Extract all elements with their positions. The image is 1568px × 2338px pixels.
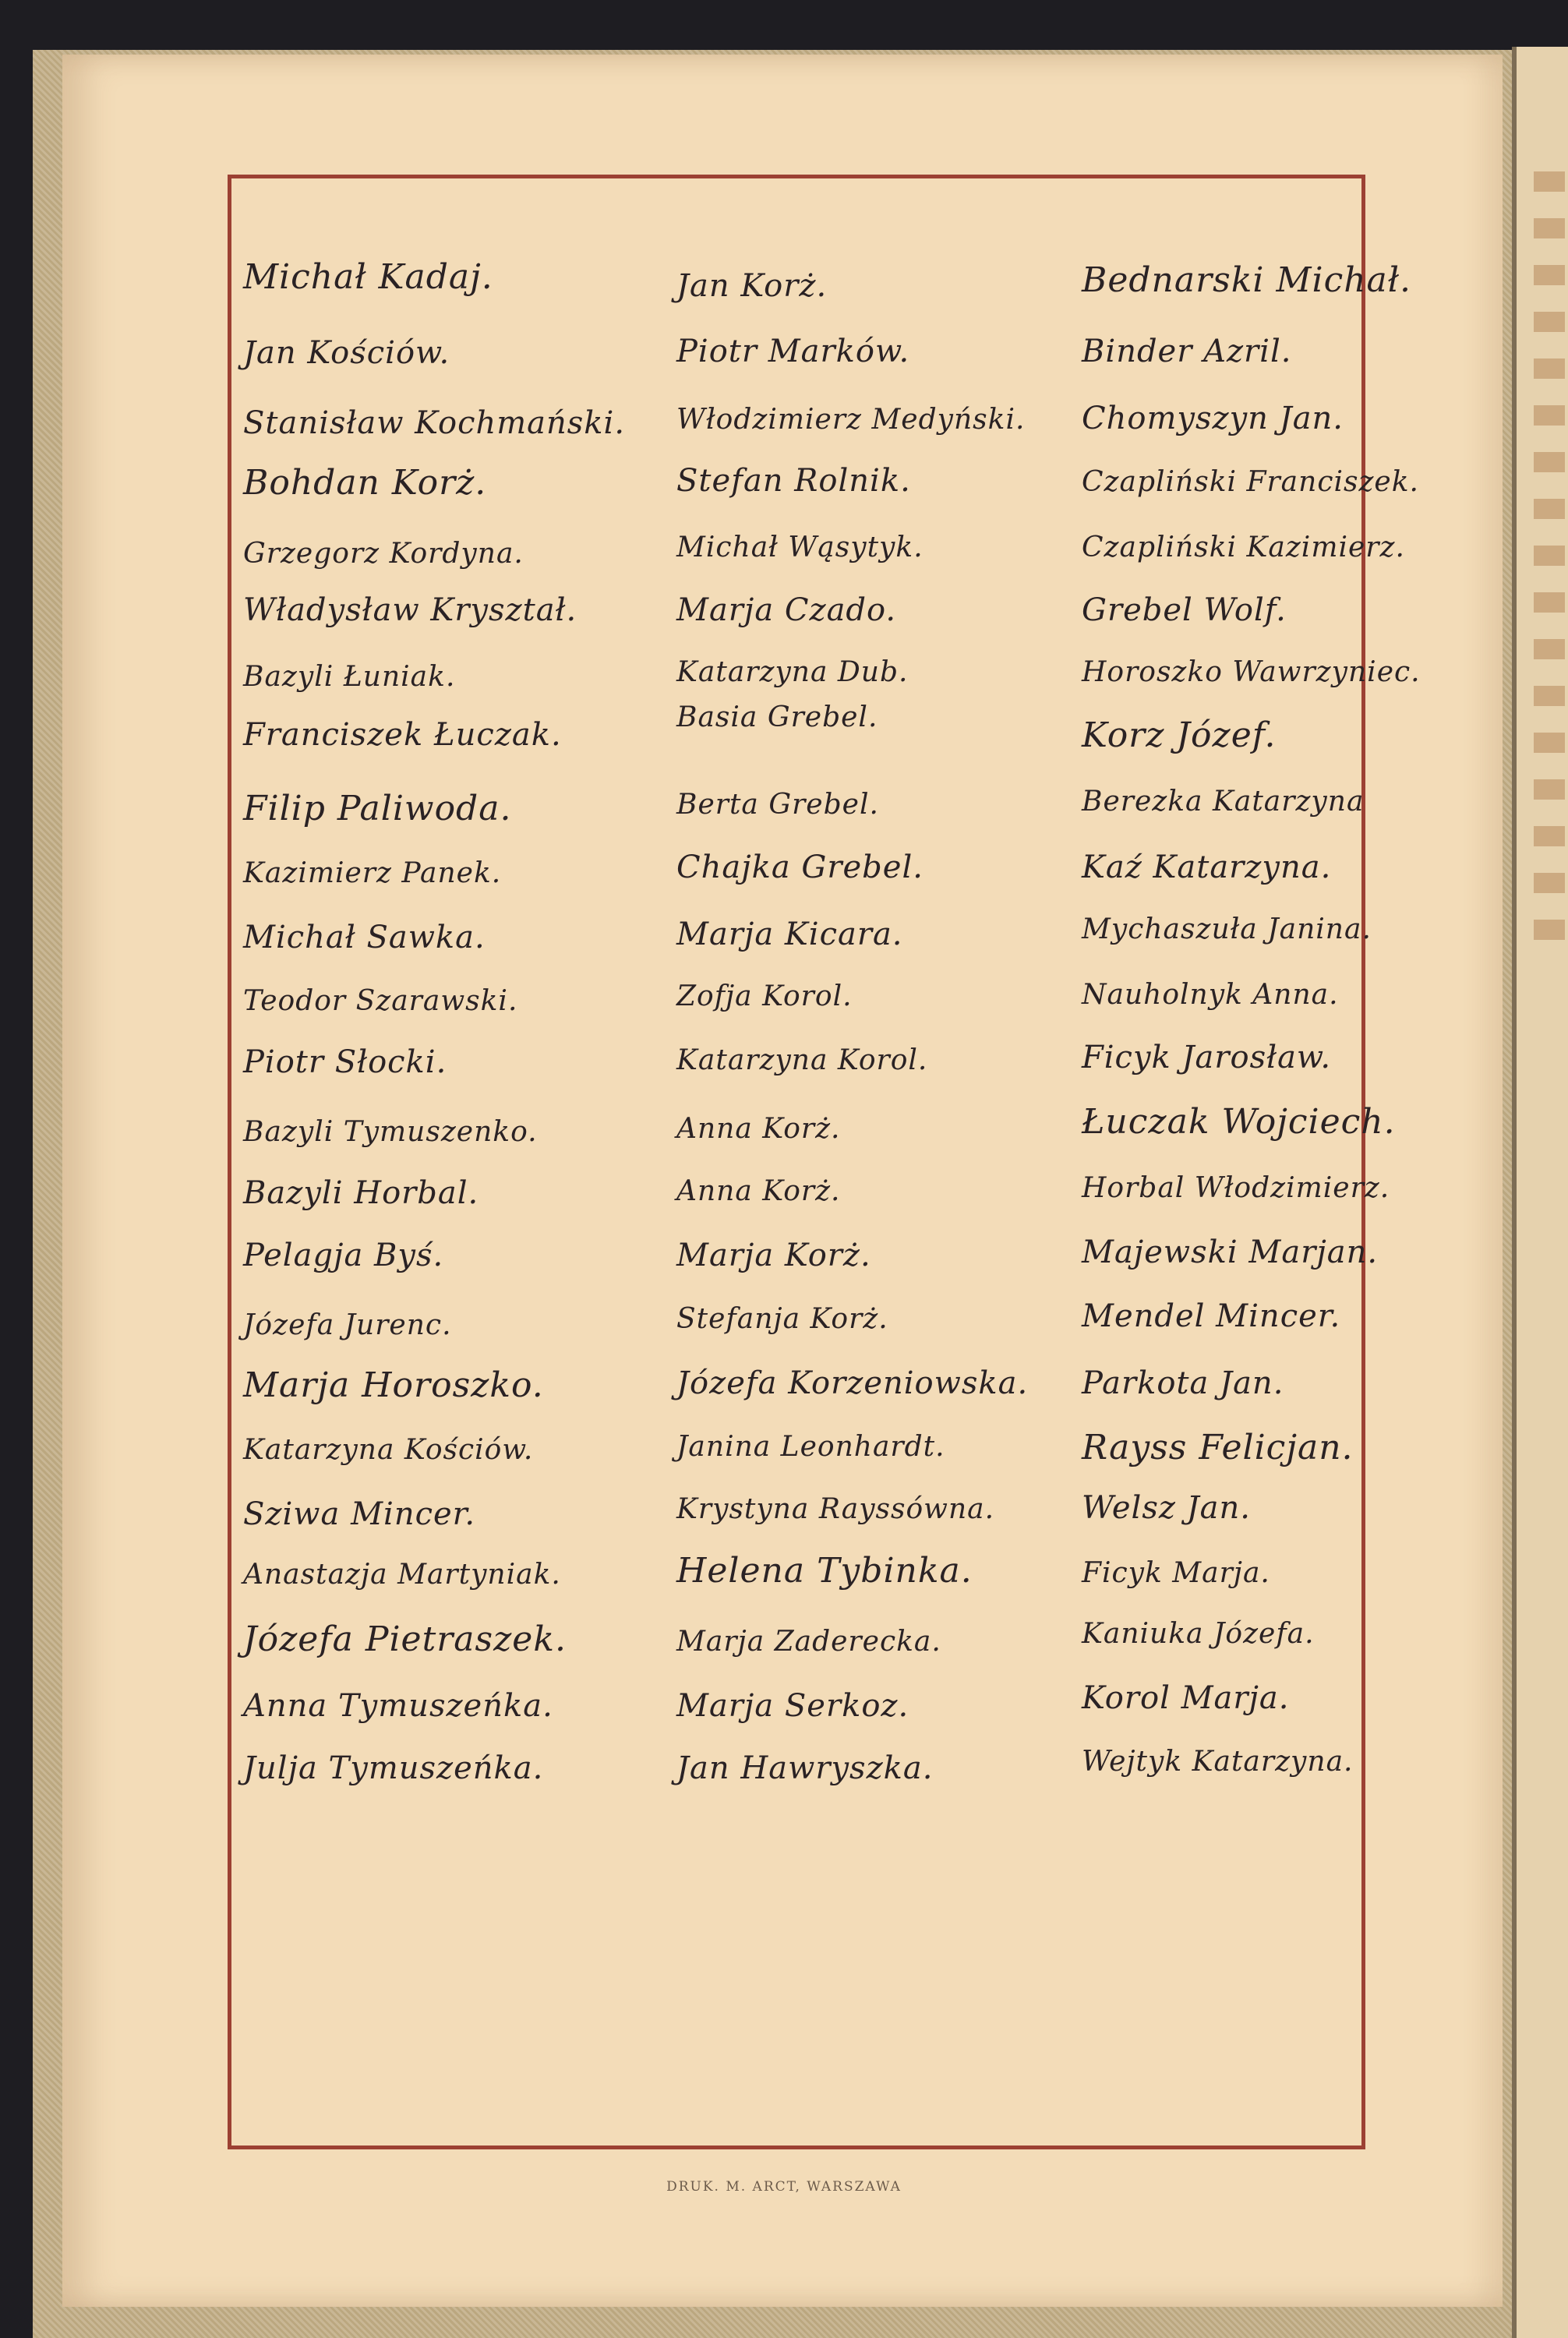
signature: Anna Korż.	[676, 1113, 841, 1145]
signature: Marja Zaderecka.	[676, 1626, 941, 1658]
signature: Władysław Kryształ.	[243, 592, 577, 628]
signature: Horbal Włodzimierz.	[1082, 1172, 1390, 1204]
signature: Chajka Grebel.	[676, 849, 923, 885]
signature: Jan Kościów.	[243, 335, 450, 371]
signature: Katarzyna Kościów.	[243, 1434, 534, 1466]
signature: Bazyli Horbal.	[243, 1175, 479, 1211]
signature: Kazimierz Panek.	[243, 857, 502, 889]
signature: Sziwa Mincer.	[243, 1496, 476, 1532]
signature: Marja Horoszko.	[243, 1365, 544, 1405]
signature: Berta Grebel.	[676, 789, 879, 821]
signature: Kaź Katarzyna.	[1082, 849, 1332, 885]
signature: Stanisław Kochmański.	[243, 405, 626, 441]
adjacent-page-ornament	[1534, 171, 1565, 951]
signature: Anastazja Martyniak.	[243, 1559, 561, 1591]
adjacent-page-edge	[1512, 47, 1568, 2338]
signature: Jan Hawryszka.	[676, 1750, 934, 1786]
signature: Pelagja Byś.	[243, 1238, 444, 1273]
signature: Teodor Szarawski.	[243, 985, 518, 1017]
signature: Mendel Mincer.	[1082, 1298, 1341, 1334]
signature: Chomyszyn Jan.	[1082, 401, 1344, 436]
signature: Mychaszuła Janina.	[1082, 913, 1372, 945]
signature: Włodzimierz Medyński.	[676, 404, 1026, 436]
signature: Grzegorz Kordyna.	[243, 538, 524, 570]
printer-imprint: DRUK. M. ARCT, WARSZAWA	[666, 2179, 902, 2195]
signature: Józefa Korzeniowska.	[676, 1365, 1029, 1401]
signature: Marja Serkoz.	[676, 1688, 909, 1724]
signature: Jan Korż.	[676, 268, 828, 304]
signature: Berezka Katarzyna	[1082, 786, 1365, 818]
signature: Marja Czado.	[676, 592, 897, 628]
signature: Marja Kicara.	[676, 916, 903, 952]
signature: Czapliński Kazimierz.	[1082, 532, 1405, 563]
signature: Filip Paliwoda.	[243, 789, 512, 828]
signature: Józefa Jurenc.	[243, 1309, 452, 1341]
signature: Anna Korż.	[676, 1175, 841, 1207]
signature: Korol Marja.	[1082, 1680, 1290, 1716]
signature: Basia Grebel.	[676, 701, 878, 733]
signature: Grebel Wolf.	[1082, 592, 1287, 628]
signature: Ficyk Marja.	[1082, 1557, 1270, 1589]
signature: Michał Sawka.	[243, 920, 486, 955]
signature: Piotr Słocki.	[243, 1044, 447, 1080]
signature: Krystyna Rayssówna.	[676, 1493, 995, 1525]
signature: Józefa Pietraszek.	[243, 1619, 567, 1659]
signature: Marja Korż.	[676, 1238, 871, 1273]
signature: Janina Leonhardt.	[676, 1431, 945, 1463]
signature: Binder Azril.	[1082, 334, 1292, 369]
signature: Horoszko Wawrzyniec.	[1082, 656, 1421, 688]
signature: Stefan Rolnik.	[676, 463, 911, 499]
signature: Nauholnyk Anna.	[1082, 979, 1339, 1011]
signature: Bazyli Łuniak.	[243, 661, 456, 693]
signature: Parkota Jan.	[1082, 1365, 1284, 1401]
signature: Michał Kadaj.	[243, 257, 493, 297]
signature: Bohdan Korż.	[243, 463, 487, 503]
signature: Rayss Felicjan.	[1082, 1428, 1354, 1467]
signature: Katarzyna Dub.	[676, 656, 909, 688]
signature: Czapliński Franciszek.	[1082, 466, 1419, 498]
signature: Helena Tybinka.	[676, 1551, 973, 1591]
signature: Majewski Marjan.	[1082, 1234, 1379, 1270]
signature: Julja Tymuszeńka.	[243, 1750, 544, 1786]
signature: Bazyli Tymuszenko.	[243, 1116, 538, 1148]
signature: Katarzyna Korol.	[676, 1044, 928, 1076]
signature: Welsz Jan.	[1082, 1490, 1251, 1526]
signature: Ficyk Jarosław.	[1082, 1040, 1332, 1075]
signature: Łuczak Wojciech.	[1082, 1102, 1396, 1142]
signature: Bednarski Michał.	[1082, 260, 1412, 300]
signature: Michał Wąsytyk.	[676, 532, 923, 563]
signature: Stefanja Korż.	[676, 1303, 888, 1335]
signature: Wejtyk Katarzyna.	[1082, 1746, 1354, 1778]
signature: Kaniuka Józefa.	[1082, 1618, 1315, 1650]
signature: Korz Józef.	[1082, 715, 1277, 755]
signature: Franciszek Łuczak.	[243, 717, 562, 753]
signature: Zofja Korol.	[676, 980, 853, 1012]
signature: Anna Tymuszeńka.	[243, 1688, 553, 1724]
signature: Piotr Marków.	[676, 334, 910, 369]
